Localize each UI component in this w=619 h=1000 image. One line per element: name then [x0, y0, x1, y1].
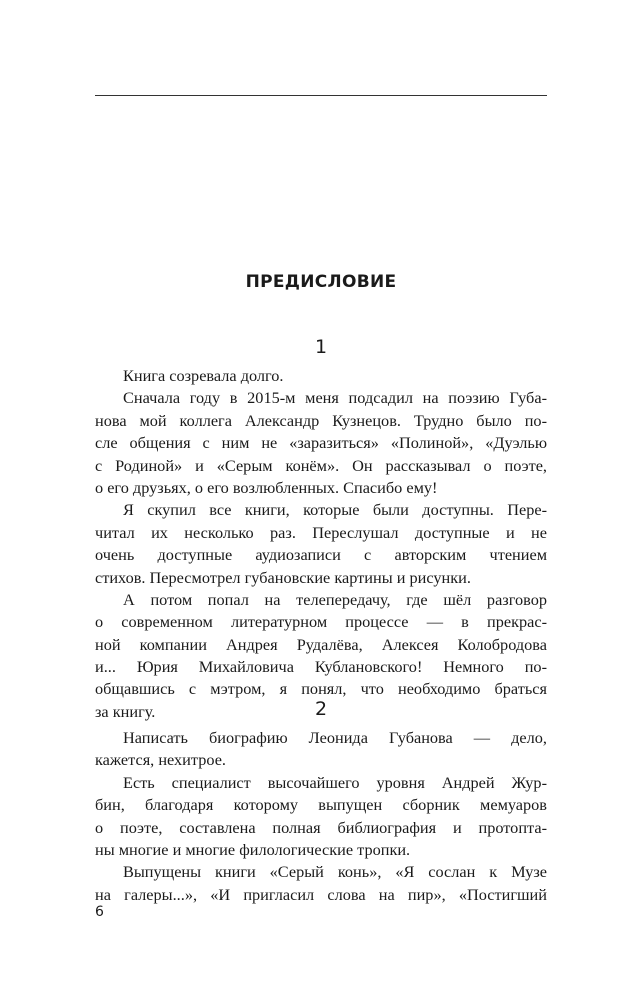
text-line: А потом попал на телепередачу, где шёл разговор — [123, 589, 547, 609]
text-line: ны многие и многие филологические тропки. — [95, 839, 411, 859]
text-line: Выпущены книги «Серый конь», «Я сослан к Музе — [123, 862, 547, 882]
text-line: Есть специалист высочайшего уровня Андрей Жур- — [123, 772, 547, 792]
text-line: общавшись с мэтром, я понял, что необходимо браться — [95, 679, 547, 699]
text-line: бин, благодаря которому выпущен сборник мемуаров — [95, 795, 547, 815]
text-line: с Родиной» и «Серым конём». Он рассказывал о поэте, — [95, 455, 547, 475]
text-line: Я скупил все книги, которые были доступны. Пере- — [123, 500, 547, 520]
section-number-1: 1 — [314, 336, 328, 358]
header-rule — [95, 95, 547, 96]
text-line: сле общения с ним не «заразиться» «Полиной», «Дуэлью — [95, 433, 547, 453]
text-line: о поэте, составлена полная библиография и протопта- — [95, 817, 547, 837]
text-line: кажется, нехитрое. — [95, 750, 226, 770]
text-line: о его друзьях, о его возлюбленных. Спасибо ему! — [95, 477, 438, 497]
text-line: Книга созревала долго. — [123, 366, 284, 385]
text-line: Написать биографию Леонида Губанова — дело, — [123, 728, 547, 747]
text-line: о современном литературном процессе — в прекрас- — [95, 612, 547, 632]
page-number: 6 — [95, 904, 104, 920]
text-line: стихов. Пересмотрел губановские картины и рисунки. — [95, 567, 471, 587]
section-number-2: 2 — [314, 698, 328, 720]
text-line: на галеры...», «И пригласил слова на пир», «Постигший — [95, 884, 547, 904]
text-line: читал их несколько раз. Переслушал доступные и не — [95, 522, 547, 542]
text-line: нова мой коллега Александр Кузнецов. Трудно было по- — [95, 410, 547, 430]
text-line: Сначала году в 2015-м меня подсадил на поэзию Губа- — [123, 388, 547, 408]
text-line: и... Юрия Михайловича Кублановского! Немного по- — [95, 657, 547, 677]
section-1-text — [95, 365, 547, 723]
section-2-text — [95, 727, 547, 906]
chapter-title: ПРЕДИСЛОВИЕ — [245, 272, 397, 292]
text-line: ной компании Андрея Рудалёва, Алексея Колобродова — [95, 634, 547, 654]
text-line: за книгу. — [95, 701, 156, 721]
text-line: очень доступные аудиозаписи с авторским чтением — [95, 545, 547, 565]
